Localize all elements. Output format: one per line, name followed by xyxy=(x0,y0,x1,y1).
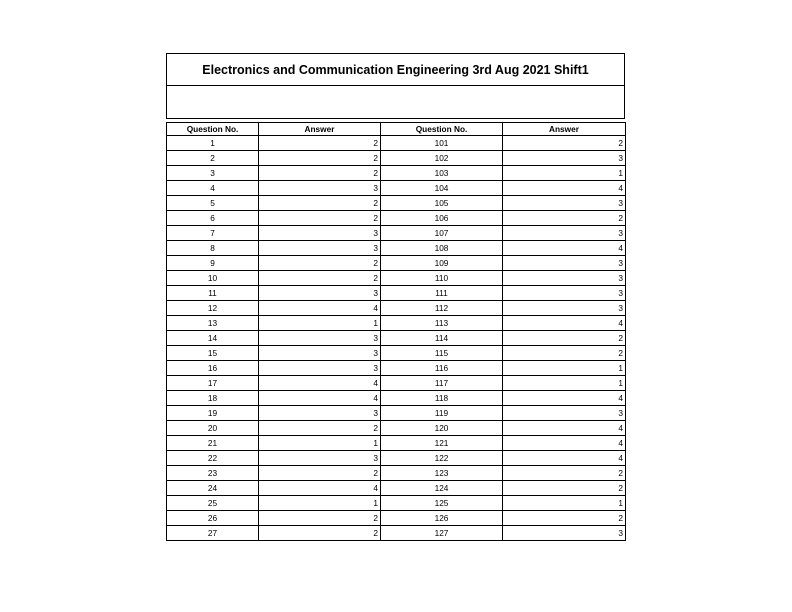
question-no-cell: 115 xyxy=(381,346,503,361)
answer-cell: 1 xyxy=(503,361,626,376)
answer-cell: 3 xyxy=(503,526,626,541)
question-no-cell: 1 xyxy=(167,136,259,151)
question-no-cell: 125 xyxy=(381,496,503,511)
question-no-cell: 8 xyxy=(167,241,259,256)
answer-cell: 4 xyxy=(503,421,626,436)
answer-cell: 2 xyxy=(259,526,381,541)
table-row xyxy=(167,511,626,526)
table-row xyxy=(167,181,626,196)
answer-cell: 2 xyxy=(259,256,381,271)
answer-cell: 3 xyxy=(259,451,381,466)
answer-cell: 2 xyxy=(259,151,381,166)
answer-cell: 2 xyxy=(503,481,626,496)
answer-cell: 2 xyxy=(259,466,381,481)
table-row xyxy=(167,166,626,181)
table-row xyxy=(167,466,626,481)
answer-cell: 2 xyxy=(259,271,381,286)
question-no-cell: 114 xyxy=(381,331,503,346)
answer-cell: 3 xyxy=(503,151,626,166)
answer-cell: 3 xyxy=(259,241,381,256)
answer-cell: 2 xyxy=(503,331,626,346)
answer-cell: 3 xyxy=(259,346,381,361)
question-no-cell: 111 xyxy=(381,286,503,301)
question-no-cell: 123 xyxy=(381,466,503,481)
table-row xyxy=(167,436,626,451)
answer-cell: 4 xyxy=(503,451,626,466)
answer-cell: 4 xyxy=(259,391,381,406)
answer-key-table xyxy=(166,122,626,541)
question-no-cell: 126 xyxy=(381,511,503,526)
table-row xyxy=(167,421,626,436)
question-no-cell: 23 xyxy=(167,466,259,481)
question-no-cell: 117 xyxy=(381,376,503,391)
answer-cell: 3 xyxy=(259,286,381,301)
question-no-cell: 12 xyxy=(167,301,259,316)
question-no-cell: 120 xyxy=(381,421,503,436)
question-no-cell: 7 xyxy=(167,226,259,241)
table-row xyxy=(167,331,626,346)
question-no-cell: 14 xyxy=(167,331,259,346)
table-row xyxy=(167,196,626,211)
answer-cell: 4 xyxy=(503,316,626,331)
answer-cell: 3 xyxy=(259,331,381,346)
question-no-cell: 24 xyxy=(167,481,259,496)
table-row xyxy=(167,136,626,151)
question-no-cell: 110 xyxy=(381,271,503,286)
question-no-cell: 118 xyxy=(381,391,503,406)
question-no-cell: 5 xyxy=(167,196,259,211)
question-no-cell: 106 xyxy=(381,211,503,226)
table-row xyxy=(167,376,626,391)
question-no-cell: 6 xyxy=(167,211,259,226)
table-row xyxy=(167,406,626,421)
table-row xyxy=(167,391,626,406)
question-no-cell: 13 xyxy=(167,316,259,331)
question-no-cell: 107 xyxy=(381,226,503,241)
answer-cell: 2 xyxy=(503,511,626,526)
question-no-cell: 104 xyxy=(381,181,503,196)
question-no-cell: 112 xyxy=(381,301,503,316)
question-no-cell: 21 xyxy=(167,436,259,451)
table-row xyxy=(167,256,626,271)
table-row xyxy=(167,346,626,361)
question-no-cell: 10 xyxy=(167,271,259,286)
answer-cell: 3 xyxy=(503,406,626,421)
answer-cell: 4 xyxy=(503,181,626,196)
question-no-cell: 15 xyxy=(167,346,259,361)
question-no-cell: 2 xyxy=(167,151,259,166)
question-no-cell: 3 xyxy=(167,166,259,181)
answer-cell: 1 xyxy=(503,496,626,511)
question-no-cell: 109 xyxy=(381,256,503,271)
question-no-cell: 19 xyxy=(167,406,259,421)
blank-header-row xyxy=(166,86,625,119)
answer-cell: 4 xyxy=(259,301,381,316)
question-no-cell: 27 xyxy=(167,526,259,541)
table-row xyxy=(167,451,626,466)
table-row xyxy=(167,316,626,331)
answer-cell: 2 xyxy=(259,211,381,226)
answer-cell: 3 xyxy=(503,196,626,211)
question-no-cell: 101 xyxy=(381,136,503,151)
answer-cell: 3 xyxy=(259,361,381,376)
answer-cell: 3 xyxy=(503,301,626,316)
question-no-cell: 108 xyxy=(381,241,503,256)
table-row xyxy=(167,271,626,286)
header-question-no-1: Question No. xyxy=(167,123,259,136)
question-no-cell: 113 xyxy=(381,316,503,331)
header-answer-1: Answer xyxy=(259,123,381,136)
table-row xyxy=(167,226,626,241)
answer-cell: 2 xyxy=(503,346,626,361)
document-title: Electronics and Communication Engineering 3rd Aug 2021 Shift1 xyxy=(166,53,625,86)
answer-cell: 2 xyxy=(259,421,381,436)
question-no-cell: 17 xyxy=(167,376,259,391)
question-no-cell: 20 xyxy=(167,421,259,436)
table-row xyxy=(167,241,626,256)
question-no-cell: 121 xyxy=(381,436,503,451)
question-no-cell: 124 xyxy=(381,481,503,496)
answer-cell: 3 xyxy=(503,256,626,271)
answer-cell: 3 xyxy=(259,406,381,421)
answer-cell: 2 xyxy=(259,511,381,526)
table-row xyxy=(167,301,626,316)
question-no-cell: 116 xyxy=(381,361,503,376)
answer-cell: 3 xyxy=(259,181,381,196)
table-row xyxy=(167,151,626,166)
answer-cell: 1 xyxy=(503,376,626,391)
table-row xyxy=(167,526,626,541)
answer-cell: 3 xyxy=(259,226,381,241)
question-no-cell: 16 xyxy=(167,361,259,376)
question-no-cell: 103 xyxy=(381,166,503,181)
table-row xyxy=(167,286,626,301)
answer-cell: 2 xyxy=(259,166,381,181)
answer-cell: 1 xyxy=(503,166,626,181)
answer-cell: 2 xyxy=(259,196,381,211)
question-no-cell: 25 xyxy=(167,496,259,511)
answer-cell: 1 xyxy=(259,316,381,331)
question-no-cell: 26 xyxy=(167,511,259,526)
answer-key-sheet xyxy=(166,53,625,541)
question-no-cell: 18 xyxy=(167,391,259,406)
header-answer-2: Answer xyxy=(503,123,626,136)
answer-cell: 1 xyxy=(259,436,381,451)
table-row xyxy=(167,211,626,226)
header-question-no-2: Question No. xyxy=(381,123,503,136)
question-no-cell: 4 xyxy=(167,181,259,196)
answer-cell: 2 xyxy=(503,211,626,226)
question-no-cell: 22 xyxy=(167,451,259,466)
table-row xyxy=(167,481,626,496)
question-no-cell: 105 xyxy=(381,196,503,211)
answer-cell: 3 xyxy=(503,226,626,241)
answer-cell: 3 xyxy=(503,271,626,286)
question-no-cell: 11 xyxy=(167,286,259,301)
answer-cell: 4 xyxy=(259,376,381,391)
answer-cell: 2 xyxy=(503,466,626,481)
table-row xyxy=(167,361,626,376)
table-header-row xyxy=(167,123,626,136)
question-no-cell: 127 xyxy=(381,526,503,541)
question-no-cell: 119 xyxy=(381,406,503,421)
question-no-cell: 102 xyxy=(381,151,503,166)
answer-cell: 3 xyxy=(503,286,626,301)
answer-cell: 4 xyxy=(259,481,381,496)
answer-cell: 4 xyxy=(503,241,626,256)
answer-cell: 4 xyxy=(503,391,626,406)
answer-cell: 1 xyxy=(259,496,381,511)
table-row xyxy=(167,496,626,511)
answer-cell: 2 xyxy=(259,136,381,151)
question-no-cell: 122 xyxy=(381,451,503,466)
answer-cell: 4 xyxy=(503,436,626,451)
answer-cell: 2 xyxy=(503,136,626,151)
question-no-cell: 9 xyxy=(167,256,259,271)
